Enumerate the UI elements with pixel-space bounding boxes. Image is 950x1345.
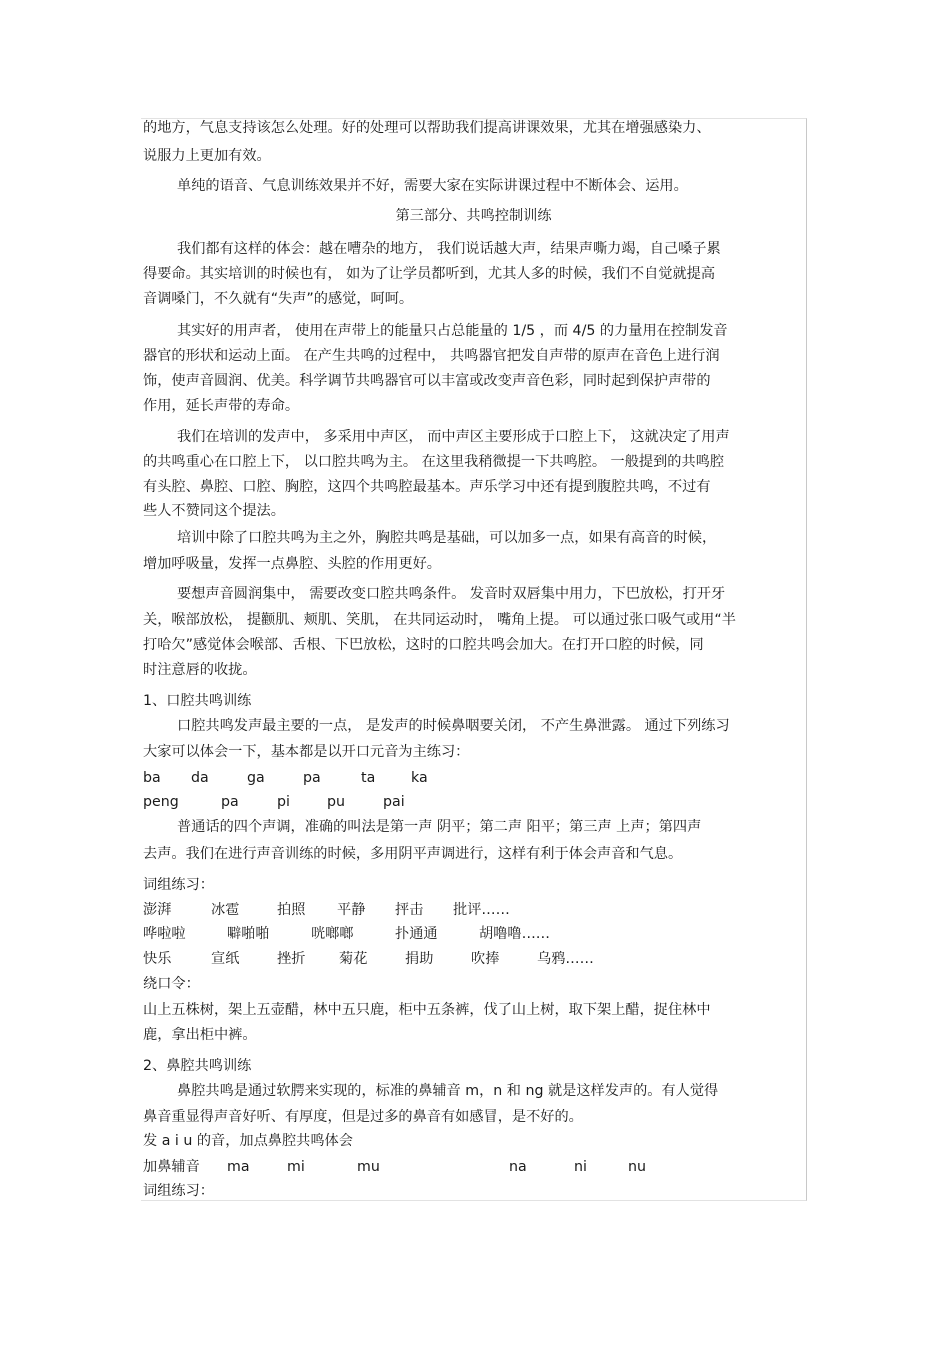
word: 菊花 [339,951,368,967]
syllable: mu [357,1159,380,1175]
syllable: ka [411,770,428,786]
word: 抨击 [395,902,424,918]
word: 批评…… [453,902,510,918]
word: 澎湃 [143,902,172,918]
word: 扑通通 [395,926,438,942]
syllable: na [509,1159,527,1175]
word-row-2 [143,925,743,943]
paragraph-8-line-2: 鼻音重显得声音好听、有厚度，但是过多的鼻音有如感冒，是不好的。 [143,1109,583,1125]
document-page [141,118,807,1201]
syllable: ga [247,770,265,786]
syllable: ni [574,1159,587,1175]
paragraph-5-line-1: 要想声音圆润集中， 需要改变口腔共鸣条件。 发音时双唇集中用力，下巴放松，打开牙 [177,586,726,602]
syllable: ma [227,1159,250,1175]
syllable-row-2 [143,793,743,811]
word: 拍照 [277,902,306,918]
paragraph-8-line-1: 鼻腔共鸣是通过软腭来实现的，标准的鼻辅音 m，n 和 ng 就是这样发声的。有人觉得 [177,1083,719,1099]
simple-training-paragraph: 单纯的语音、气息训练效果并不好，需要大家在实际讲课过程中不断体会、运用。 [177,178,688,194]
nasal-practice-line: 发 a i u 的音，加点鼻腔共鸣体会 [143,1133,353,1149]
syllable: ta [361,770,376,786]
paragraph-2-line-3: 饰，使声音圆润、优美。科学调节共鸣器官可以丰富或改变声音色彩，同时起到保护声带的 [143,373,711,389]
syllable-row-1 [143,769,743,787]
syllable: mi [287,1159,305,1175]
paragraph-7-line-1: 普通话的四个声调，准确的叫法是第一声 阴平；第二声 阳平；第三声 上声；第四声 [177,819,702,835]
paragraph-7-line-2: 去声。我们在进行声音训练的时候，多用阴平声调进行，这样有利于体会声音和气息。 [143,846,683,862]
intro-line-2: 说服力上更加有效。 [143,148,271,164]
intro-line-1: 的地方，气息支持该怎么处理。好的处理可以帮助我们提高讲课效果，尤其在增强感染力、 [143,120,711,136]
word: 宣纸 [211,951,240,967]
paragraph-1-line-1: 我们都有这样的体会：越在嘈杂的地方， 我们说话越大声，结果声嘶力竭，自己嗓子累 [177,241,721,257]
paragraph-5-line-3: 打哈欠”感觉体会喉部、舌根、下巴放松，这时的口腔共鸣会加大。在打开口腔的时候，同 [143,637,704,653]
word: 捐助 [405,951,434,967]
nasal-resonance-heading: 2、鼻腔共鸣训练 [143,1058,252,1074]
paragraph-3-line-2: 的共鸣重心在口腔上下， 以口腔共鸣为主。 在这里我稍微提一下共鸣腔。 一般提到的共鸣腔 [143,454,725,470]
word: 快乐 [143,951,172,967]
syllable: nu [628,1159,646,1175]
tongue-twister-label: 绕口令： [143,976,200,992]
nasal-consonant-label: 加鼻辅音 [143,1159,200,1175]
paragraph-1-line-3: 音调嗓门，不久就有“失声”的感觉，呵呵。 [143,291,414,307]
word-practice-label-2: 词组练习： [143,1183,214,1199]
word-row-3 [143,950,743,968]
paragraph-2-line-2: 器官的形状和运动上面。 在产生共鸣的过程中， 共鸣器官把发自声带的原声在音色上进行润 [143,348,720,364]
word-practice-label: 词组练习： [143,877,214,893]
paragraph-3-line-1: 我们在培训的发声中， 多采用中声区， 而中声区主要形成于口腔上下， 这就决定了用声 [177,429,730,445]
word: 咣啷啷 [311,926,354,942]
syllable: pu [327,794,345,810]
word-row-1 [143,901,743,919]
word: 平静 [337,902,366,918]
syllable: pa [221,794,239,810]
syllable: pi [277,794,290,810]
tongue-twister-line-1: 山上五株树，架上五壶醋，林中五只鹿，柜中五条裤，伐了山上树，取下架上醋，捉住林中 [143,1002,711,1018]
paragraph-5-line-2: 关，喉部放松， 提颧肌、颊肌、笑肌， 在共同运动时， 嘴角上提。 可以通过张口吸气或用“半 [143,612,736,628]
paragraph-3-line-3: 有头腔、鼻腔、口腔、胸腔，这四个共鸣腔最基本。声乐学习中还有提到腹腔共鸣，不过有 [143,479,711,495]
syllable: pai [383,794,405,810]
oral-resonance-heading: 1、口腔共鸣训练 [143,693,252,709]
paragraph-3-line-4: 些人不赞同这个提法。 [143,503,285,519]
paragraph-2-line-4: 作用，延长声带的寿命。 [143,398,300,414]
word: 吹捧 [471,951,500,967]
syllable: ba [143,770,161,786]
paragraph-2-line-1: 其实好的用声者， 使用在声带上的能量只占总能量的 1/5 ，而 4/5 的力量用在控制发音 [177,323,728,339]
paragraph-5-line-4: 时注意唇的收拢。 [143,662,257,678]
section-title: 第三部分、共鸣控制训练 [395,208,552,224]
paragraph-4-line-2: 增加呼吸量，发挥一点鼻腔、头腔的作用更好。 [143,556,441,572]
word: 冰雹 [211,902,240,918]
word: 哗啦啦 [143,926,186,942]
word: 噼啪啪 [227,926,270,942]
word: 胡噜噜…… [479,926,550,942]
paragraph-1-line-2: 得要命。其实培训的时候也有， 如为了让学员都听到，尤其人多的时候，我们不自觉就提高 [143,266,716,282]
paragraph-6-line-2: 大家可以体会一下，基本都是以开口元音为主练习： [143,744,470,760]
paragraph-6-line-1: 口腔共鸣发声最主要的一点， 是发声的时候鼻咽要关闭， 不产生鼻泄露。 通过下列练习 [177,718,730,734]
syllable: peng [143,794,179,810]
word: 挫折 [277,951,306,967]
paragraph-4-line-1: 培训中除了口腔共鸣为主之外，胸腔共鸣是基础，可以加多一点，如果有高音的时候， [177,530,717,546]
tongue-twister-line-2: 鹿，拿出柜中裤。 [143,1027,257,1043]
nasal-consonant-row [143,1158,743,1176]
syllable: pa [303,770,321,786]
word: 乌鸦…… [537,951,594,967]
syllable: da [191,770,209,786]
